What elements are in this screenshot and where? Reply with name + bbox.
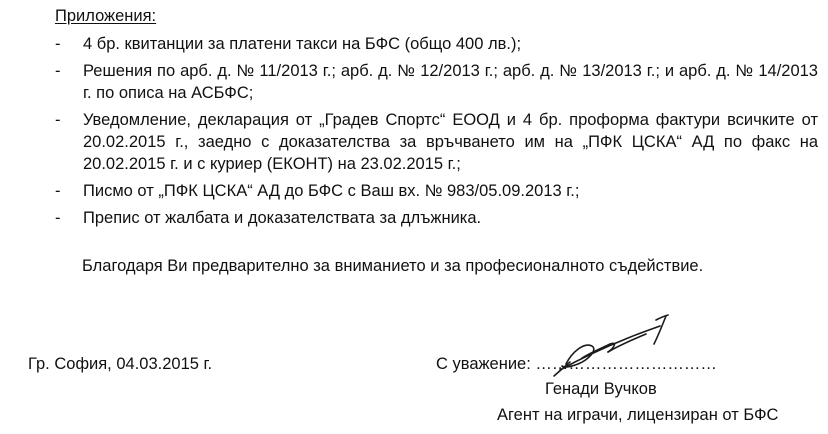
bullet-dash: -: [55, 35, 61, 53]
list-item-text: Уведомление, декларация от „Градев Спортс“ ЕООД и 4 бр. проформа фактури всичките от 20.02.2015 г., заедно с доказателства за връчването им на „ПФК ЦСКА“ АД по факс на 20.02.2015 г. и с куриер (ЕКОНТ) на 23.02.2015 г.;: [83, 111, 818, 173]
list-item-text: 4 бр. квитанции за платени такси на БФС (общо 400 лв.);: [83, 35, 522, 53]
attachments-heading: Приложения:: [55, 7, 157, 25]
list-item: [55, 60, 818, 104]
bullet-dash: -: [55, 62, 61, 80]
attachments-list: [55, 33, 818, 234]
signer-name: Генади Вучков: [545, 380, 657, 398]
city-date: Гр. София, 04.03.2015 г.: [28, 355, 213, 373]
list-item-text: Решения по арб. д. № 11/2013 г.; арб. д. № 12/2013 г.; арб. д. № 13/2013 г.; и арб. д. № 14/2013 г. по описа на АСБФС;: [83, 62, 818, 102]
closing-thanks: Благодаря Ви предварително за вниманието и за професионалното съдействие.: [82, 257, 704, 275]
bullet-dash: -: [55, 182, 61, 200]
bullet-dash: -: [55, 111, 61, 129]
list-item-text: Писмо от „ПФК ЦСКА“ АД до БФС с Ваш вх. № 983/05.09.2013 г.;: [83, 182, 580, 200]
list-item: [55, 33, 818, 55]
bullet-dash: -: [55, 209, 61, 227]
handwritten-signature: [548, 312, 678, 382]
list-item: [55, 207, 818, 229]
regards-line: С уважение: ……………………………: [436, 355, 717, 373]
signer-title: Агент на играчи, лицензиран от БФС: [497, 406, 779, 424]
list-item: [55, 109, 818, 175]
list-item: [55, 180, 818, 202]
list-item-text: Препис от жалбата и доказателствата за длъжника.: [83, 209, 482, 227]
